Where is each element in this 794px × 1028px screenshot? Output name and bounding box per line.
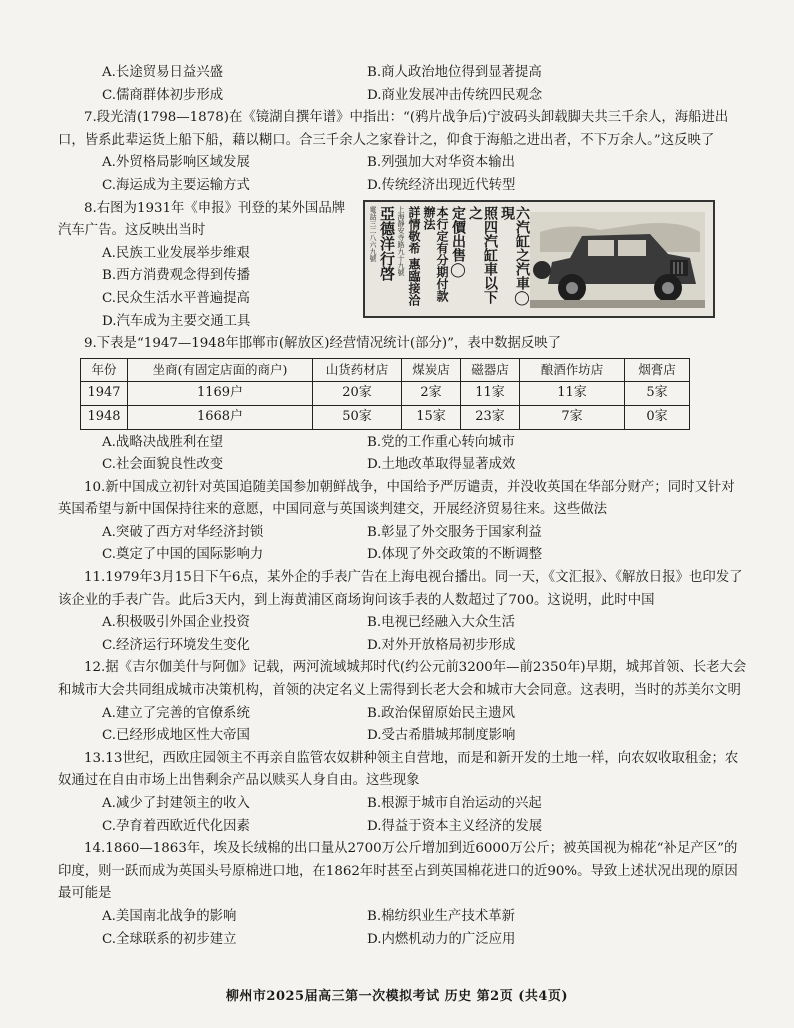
q14-option-a: A.美国南北战争的影响: [102, 908, 237, 924]
q12-stem: 12.据《吉尔伽美什与阿伽》记载，两河流域城邦时代(约公元前3200年—前2350年)早期，城邦首领、长老大会和城市大会共同组成城市决策机构，首领的决定名义上需得到长老大会和城市大会同意。这表明，当时的苏美尔文明: [58, 660, 747, 699]
q9-option-a: A.战略决战胜利在望: [102, 434, 224, 450]
table-cell: 50家: [313, 405, 402, 429]
table-header: 烟膏店: [625, 358, 690, 382]
table-row: [81, 405, 690, 429]
table-cell: 23家: [461, 405, 520, 429]
q8-text: [58, 198, 358, 334]
ad-headline-1: 六汽缸之汽車◯現: [499, 205, 530, 306]
q8-options: [58, 243, 358, 333]
q13-option-c: C.孕育着西欧近代化因素: [102, 818, 250, 834]
q9-options: [58, 432, 748, 477]
q8-option-c: C.民众生活水平普遍提高: [102, 290, 250, 306]
q9-option-d: D.土地改革取得显著成效: [367, 457, 516, 473]
q6-options: [58, 62, 748, 107]
q11-options: [58, 612, 748, 657]
table-header: 磁器店: [461, 358, 520, 382]
table-cell: 11家: [520, 382, 625, 406]
q12-option-b: B.政治保留原始民主遗风: [367, 705, 516, 721]
q6-option-b: B.商人政治地位得到显著提高: [367, 65, 542, 80]
q7-option-d: D.传统经济出现近代转型: [367, 177, 516, 193]
table-cell: 1668户: [128, 405, 313, 429]
vintage-car-illustration: [530, 212, 705, 308]
q11-stem: 11.1979年3月15日下午6点，某外企的手表广告在上海电视台播出。同一天，《文汇报》、《解放日报》也印发了该企业的手表广告。此后3天内，到上海黄浦区商场询问该手表的人数超过了700。这说明，此时中国: [58, 570, 743, 608]
table-cell: 7家: [520, 405, 625, 429]
q7-options: [58, 152, 748, 197]
q8-option-d: D.汽车成为主要交通工具: [102, 313, 251, 329]
ad-small-1: 上海靜安寺路九十九號: [397, 205, 405, 276]
car-advertisement: [363, 200, 715, 318]
q6-option-d: D.商业发展冲击传统四民观念: [367, 87, 543, 103]
q10-option-d: D.体现了外交政策的不断调整: [367, 547, 543, 563]
q8-block: [58, 198, 748, 334]
q11-option-c: C.经济运行环境发生变化: [102, 637, 250, 653]
q8-stem: 8.右图为1931年《申报》刊登的某外国品牌汽车广告。这反映出当时: [58, 200, 346, 239]
q12-option-d: D.受古希腊城邦制度影响: [367, 728, 516, 744]
ad-body-2: 詳情敬希 惠臨接洽: [407, 205, 421, 306]
q14-stem: 14.1860—1863年，埃及长绒棉的出口量从2700万公斤增加到近6000万公斤；被英国视为棉花“补足产区”的印度，则一跃而成为英国头号原棉进口地，在1862年时甚至占到英国棉花进口的近90%。导致上述状况出现的原因最可能是: [58, 841, 738, 902]
q13-option-b: B.根源于城市自治运动的兴起: [367, 796, 542, 811]
page-footer: 柳州市2025届高三第一次模拟考试 历史 第2页 (共4页): [225, 989, 569, 1004]
table-cell: 1947: [81, 382, 128, 406]
q10-option-b: B.彰显了外交服务于国家利益: [367, 524, 542, 540]
q13-option-a: A.减少了封建领主的收入: [102, 796, 250, 811]
table-header-row: [81, 358, 690, 382]
q7-option-a: A.外贸格局影响区域发展: [102, 155, 250, 171]
table-cell: 1948: [81, 405, 128, 429]
table-cell: 11家: [461, 382, 520, 406]
table-cell: 1169户: [128, 382, 313, 406]
ad-headline-3: 定價出售◯: [450, 205, 466, 278]
table-header: 煤炭店: [402, 358, 461, 382]
q13-option-d: D.得益于资本主义经济的发展: [367, 818, 543, 834]
q7-stem: 7.段光清(1798—1878)在《镜湖自撰年谱》中指出：“(鸦片战争后)宁波码头卸载脚夫共三千余人，海船进出口，皆系此辈运货上船下船，藉以糊口。合三千余人之家眷计之，仰食于海船之进出者，不下万余人。”这反映了: [58, 110, 729, 148]
table-cell: 15家: [402, 405, 461, 429]
q10-option-a: A.突破了西方对华经济封锁: [102, 524, 264, 540]
table-cell: 0家: [625, 405, 690, 429]
q9-table: [80, 358, 690, 430]
ad-text-columns: [369, 206, 529, 312]
q10-stem: 10.新中国成立初针对英国追随美国参加朝鲜战争，中国给予严厉谴责，并没收英国在华部分财产；同时又针对英国希望与新中国保持往来的意愿，中国同意与英国谈判建交，开展经济贸易往来。这些做法: [58, 479, 735, 518]
q6-option-c: C.儒商群体初步形成: [102, 87, 224, 103]
q12-option-c: C.已经形成地区性大帝国: [102, 728, 250, 744]
q14-option-c: C.全球联系的初步建立: [102, 931, 237, 947]
table-header: 坐商(有固定店面的商户): [128, 358, 313, 382]
q10-options: [58, 522, 748, 567]
q12-option-a: A.建立了完善的官僚系统: [102, 705, 250, 721]
ad-small-2: 電話三二八六九號: [369, 205, 377, 262]
table-header: 山货药材店: [313, 358, 402, 382]
q14-option-d: D.内燃机动力的广泛应用: [367, 931, 516, 947]
q14-options: [58, 906, 748, 951]
q9-option-c: C.社会面貌良性改变: [102, 457, 224, 473]
table-header: 年份: [81, 358, 128, 382]
table-cell: 2家: [402, 382, 461, 406]
q12-options: [58, 703, 748, 748]
table-cell: 20家: [313, 382, 402, 406]
q11-option-d: D.对外开放格局初步形成: [367, 637, 516, 653]
exam-page: [58, 62, 748, 951]
q6-option-a: A.长途贸易日益兴盛: [102, 65, 224, 80]
table-header: 酿酒作坊店: [520, 358, 625, 382]
q13-stem: 13.13世纪，西欧庄园领主不再亲自监管农奴耕种领主自营地，而是和新开发的土地一样，向农奴收取租金；农奴通过在自由市场上出售剩余产品以赎买人身自由。这些现象: [58, 750, 739, 789]
q14-option-b: B.棉纺织业生产技术革新: [367, 908, 516, 924]
q8-option-b: B.西方消费观念得到传播: [102, 268, 251, 284]
q8-option-a: A.民族工业发展举步维艰: [102, 245, 250, 261]
ad-headline-2: 照四汽缸車以下之: [467, 205, 498, 304]
table-cell: 5家: [625, 382, 690, 406]
ad-brand: 亞德洋行啓: [378, 205, 396, 281]
q13-options: [58, 793, 748, 838]
q11-option-b: B.电视已经融入大众生活: [367, 615, 516, 631]
q9-option-b: B.党的工作重心转向城市: [367, 434, 516, 450]
q9-stem: 9.下表是“1947—1948年邯郸市(解放区)经营情况统计(部分)”，表中数据反映了: [84, 336, 562, 352]
q11-option-a: A.积极吸引外国企业投资: [102, 615, 250, 631]
q7-option-b: B.列强加大对华资本输出: [367, 155, 516, 171]
ad-body-1: 本行定有分期付款辦法: [422, 205, 449, 302]
table-row: [81, 382, 690, 406]
q7-option-c: C.海运成为主要运输方式: [102, 177, 250, 193]
q10-option-c: C.奠定了中国的国际影响力: [102, 547, 264, 563]
